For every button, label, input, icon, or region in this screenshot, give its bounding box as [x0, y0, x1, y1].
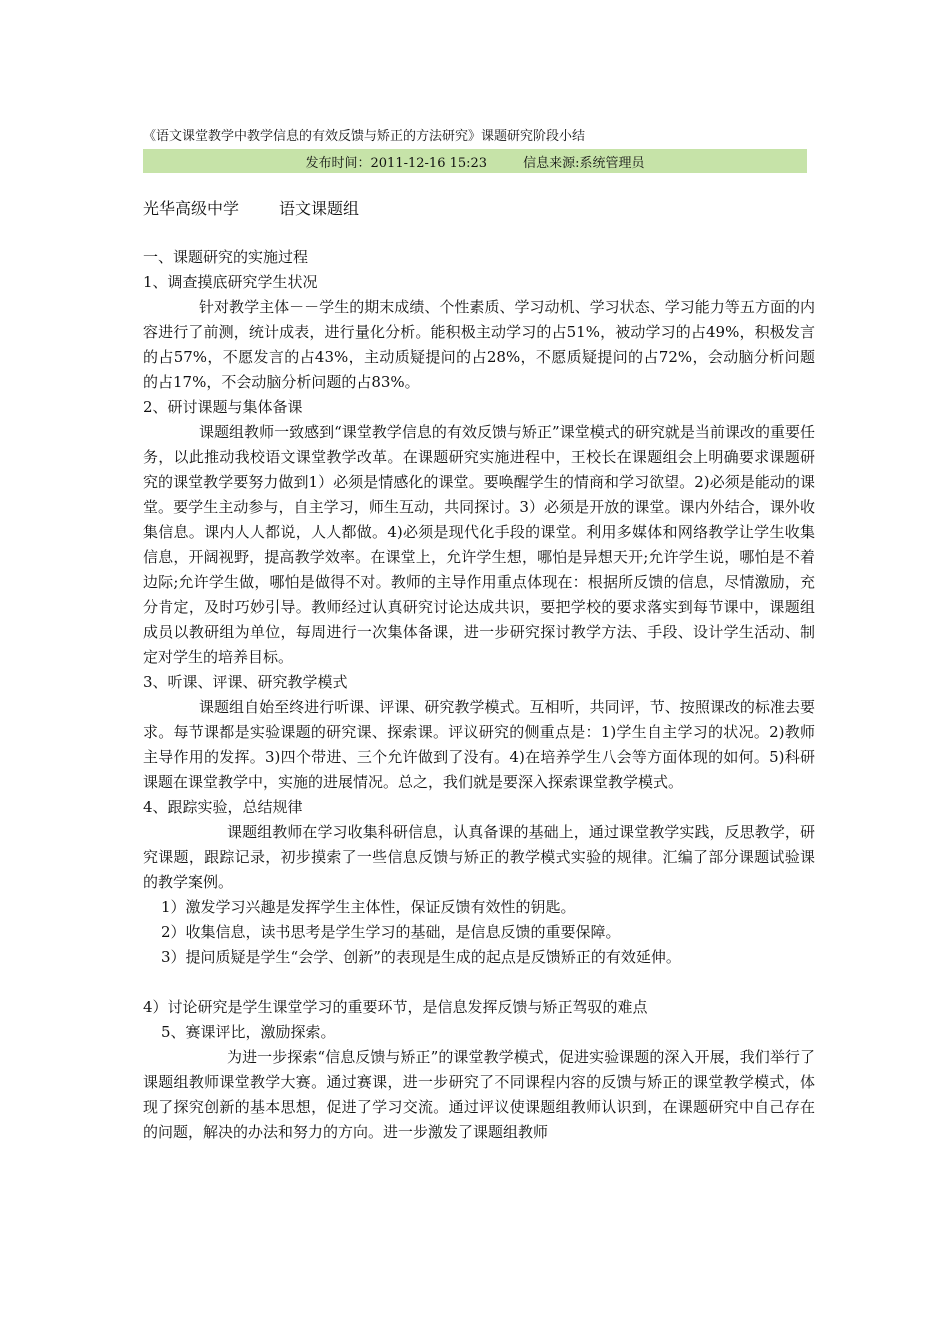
list-item: 1）激发学习兴趣是发挥学生主体性，保证反馈有效性的钥匙。 [161, 898, 576, 916]
list-item-4: 4）讨论研究是学生课堂学习的重要环节，是信息发挥反馈与矫正驾驭的难点 [143, 998, 648, 1016]
paragraph-2: 课题组教师一致感到“课堂教学信息的有效反馈与矫正”课堂模式的研究就是当前课改的重要任务，以此推动我校语文课堂教学改革。在课题研究实施进程中，王校长在课题组会上明确要求课题研究的课堂教学要努力做到1）必须是情感化的课堂。要唤醒学生的情商和学习欲望。2)必须是能动的课堂。要学生主动参与，自主学习，师生互动，共同探讨。3）必须是开放的课堂。课内外结合，课外收集信息。课内人人都说，人人都做。4)必须是现代化手段的课堂。利用多媒体和网络教学让学生收集信息，开阔视野，提高教学效率。在课堂上，允许学生想，哪怕是异想天开;允许学生说，哪怕是不着边际;允许学生做，哪怕是做得不对。教师的主导作用重点体现在：根据所反馈的信息，尽情激励，充分肯定，及时巧妙引导。教师经过认真研究讨论达成共识，要把学校的要求落实到每节课中，课题组成员以教研组为单位，每周进行一次集体备课，进一步研究探讨教学方法、手段、设计学生活动、制定对学生的培养目标。 [143, 423, 815, 666]
blank-line [143, 970, 815, 995]
subsection-heading-4: 4、跟踪实验，总结规律 [143, 798, 303, 816]
list-item: 2）收集信息，读书思考是学生学习的基础，是信息反馈的重要保障。 [161, 923, 621, 941]
meta-bar [143, 149, 807, 173]
author-line [143, 196, 815, 221]
group-name: 语文课题组 [279, 199, 360, 218]
document-body [143, 196, 815, 1145]
paragraph-5: 为进一步探索“信息反馈与矫正”的课堂教学模式，促进实验课题的深入开展，我们举行了课题组教师课堂教学大赛。通过赛课，进一步研究了不同课程内容的反馈与矫正的课堂教学模式，体现了探究创新的基本思想，促进了学习交流。通过评议使课题组教师认识到，在课题研究中自己存在的问题，解决的办法和努力的方向。进一步激发了课题组教师 [143, 1048, 815, 1141]
subsection-heading-5: 5、赛课评比，激励探索。 [161, 1023, 336, 1041]
subsection-heading-1: 1、调查摸底研究学生状况 [143, 273, 318, 291]
paragraph-1: 针对教学主体－－学生的期末成绩、个性素质、学习动机、学习状态、学习能力等五方面的内容进行了前测，统计成表，进行量化分析。能积极主动学习的占51%，被动学习的占49%，积极发言的占57%，不愿发言的占43%，主动质疑提问的占28%，不愿质疑提问的占72%，会动脑分析问题的占17%，不会动脑分析问题的占83%。 [143, 298, 815, 391]
subsection-heading-3: 3、听课、评课、研究教学模式 [143, 673, 348, 691]
subsection-heading-2: 2、研讨课题与集体备课 [143, 398, 303, 416]
paragraph-3: 课题组自始至终进行听课、评课、研究教学模式。互相听，共同评，节、按照课改的标准去要求。每节课都是实验课题的研究课、探索课。评议研究的侧重点是：1)学生自主学习的状况。2)教师主导作用的发挥。3)四个带进、三个允许做到了没有。4)在培养学生八会等方面体现的如何。5)科研课题在课堂教学中，实施的进展情况。总之，我们就是要深入探索课堂教学模式。 [143, 698, 815, 791]
section-heading: 一、课题研究的实施过程 [143, 248, 309, 266]
publish-time: 发布时间：2011-12-16 15:23 [305, 155, 488, 171]
school-name: 光华高级中学 [143, 199, 240, 218]
paragraph-4: 课题组教师在学习收集科研信息，认真备课的基础上，通过课堂教学实践，反思教学，研究课题，跟踪记录，初步摸索了一些信息反馈与矫正的教学模式实验的规律。汇编了部分课题试验课的教学案例。 [143, 823, 815, 891]
info-source: 信息来源:系统管理员 [523, 155, 645, 171]
document-title: 《语文课堂教学中教学信息的有效反馈与矫正的方法研究》课题研究阶段小结 [143, 129, 586, 144]
list-item: 3）提问质疑是学生“会学、创新”的表现是生成的起点是反馈矫正的有效延伸。 [161, 948, 681, 966]
